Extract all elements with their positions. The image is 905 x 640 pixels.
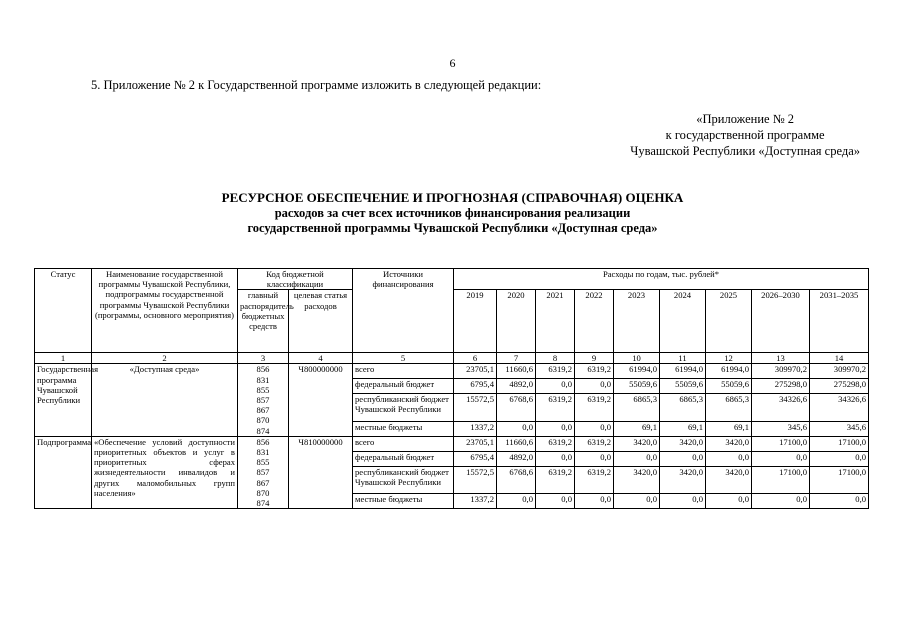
grbs-code: 867 xyxy=(256,405,270,416)
value-cell: 275298,0 xyxy=(810,379,869,394)
value-cell: 0,0 xyxy=(536,494,575,509)
value-cell: 3420,0 xyxy=(614,466,660,494)
title-line: государственной программы Чувашской Республики «Доступная среда» xyxy=(247,221,658,235)
value-cell: 6319,2 xyxy=(536,466,575,494)
header-target: целевая статья расходов xyxy=(289,290,353,353)
appendix-line: Чувашской Республики «Доступная среда» xyxy=(630,144,860,158)
name-cell: «Доступная среда» xyxy=(92,364,238,436)
value-cell: 0,0 xyxy=(660,451,706,466)
header-year: 2023 xyxy=(614,290,660,353)
value-cell: 4892,0 xyxy=(497,451,536,466)
source-cell: федеральный бюджет xyxy=(353,451,454,466)
value-cell: 55059,6 xyxy=(706,379,752,394)
value-cell: 4892,0 xyxy=(497,379,536,394)
source-cell: федеральный бюджет xyxy=(353,379,454,394)
source-cell: всего xyxy=(353,364,454,379)
column-number: 13 xyxy=(752,353,810,364)
column-number: 14 xyxy=(810,353,869,364)
resource-table xyxy=(34,268,869,509)
column-number: 3 xyxy=(238,353,289,364)
value-cell: 0,0 xyxy=(575,421,614,436)
column-number-row xyxy=(35,353,869,364)
value-cell: 69,1 xyxy=(706,421,752,436)
value-cell: 61994,0 xyxy=(614,364,660,379)
column-number: 1 xyxy=(35,353,92,364)
grbs-code: 870 xyxy=(256,415,270,426)
value-cell: 6865,3 xyxy=(660,394,706,422)
value-cell: 6319,2 xyxy=(536,364,575,379)
status-cell: Государственная программа Чувашской Республики xyxy=(35,364,92,436)
grbs-cell xyxy=(238,364,289,436)
value-cell: 6319,2 xyxy=(575,436,614,451)
value-cell: 0,0 xyxy=(660,494,706,509)
source-cell: местные бюджеты xyxy=(353,494,454,509)
value-cell: 6319,2 xyxy=(575,394,614,422)
header-year: 2024 xyxy=(660,290,706,353)
value-cell: 6865,3 xyxy=(614,394,660,422)
value-cell: 0,0 xyxy=(752,451,810,466)
document-title xyxy=(0,190,905,236)
value-cell: 1337,2 xyxy=(454,421,497,436)
header-year: 2031–2035 xyxy=(810,290,869,353)
value-cell: 69,1 xyxy=(660,421,706,436)
header-year: 2019 xyxy=(454,290,497,353)
value-cell: 17100,0 xyxy=(752,466,810,494)
value-cell: 15572,5 xyxy=(454,466,497,494)
grbs-code: 856 xyxy=(256,364,270,375)
value-cell: 0,0 xyxy=(706,494,752,509)
name-cell: «Обеспечение условий доступности приоритетных объектов и услуг в приоритетных сферах жизнедеятельности инвалидов и других маломобильных групп населения» xyxy=(92,436,238,508)
value-cell: 0,0 xyxy=(536,451,575,466)
header-year: 2025 xyxy=(706,290,752,353)
value-cell: 0,0 xyxy=(497,421,536,436)
value-cell: 0,0 xyxy=(536,421,575,436)
value-cell: 61994,0 xyxy=(706,364,752,379)
value-cell: 3420,0 xyxy=(660,436,706,451)
value-cell: 6319,2 xyxy=(536,394,575,422)
grbs-code: 857 xyxy=(256,395,270,406)
grbs-code: 874 xyxy=(256,425,270,436)
grbs-code: 867 xyxy=(256,477,270,488)
value-cell: 0,0 xyxy=(810,494,869,509)
grbs-code: 831 xyxy=(256,374,270,385)
source-cell: местные бюджеты xyxy=(353,421,454,436)
value-cell: 0,0 xyxy=(706,451,752,466)
grbs-code: 870 xyxy=(256,487,270,498)
value-cell: 275298,0 xyxy=(752,379,810,394)
value-cell: 0,0 xyxy=(575,494,614,509)
value-cell: 345,6 xyxy=(810,421,869,436)
value-cell: 61994,0 xyxy=(660,364,706,379)
header-expenses: Расходы по годам, тыс. рублей* xyxy=(454,269,869,290)
value-cell: 17100,0 xyxy=(752,436,810,451)
column-number: 2 xyxy=(92,353,238,364)
value-cell: 1337,2 xyxy=(454,494,497,509)
value-cell: 309970,2 xyxy=(810,364,869,379)
appendix-header xyxy=(630,111,860,159)
header-year: 2022 xyxy=(575,290,614,353)
value-cell: 15572,5 xyxy=(454,394,497,422)
grbs-cell xyxy=(238,436,289,508)
header-status: Статус xyxy=(35,269,92,353)
column-number: 12 xyxy=(706,353,752,364)
value-cell: 11660,6 xyxy=(497,436,536,451)
grbs-code: 874 xyxy=(256,498,270,509)
value-cell: 6319,2 xyxy=(536,436,575,451)
value-cell: 69,1 xyxy=(614,421,660,436)
header-year: 2021 xyxy=(536,290,575,353)
target-cell: Ч800000000 xyxy=(289,364,353,436)
value-cell: 0,0 xyxy=(614,494,660,509)
value-cell: 309970,2 xyxy=(752,364,810,379)
title-line: расходов за счет всех источников финансирования реализации xyxy=(274,206,631,220)
header-name: Наименование государственной программы Чувашской Республики, подпрограммы государственной программы Чувашской Республики (программы, основного мероприятия) xyxy=(92,269,238,353)
value-cell: 0,0 xyxy=(614,451,660,466)
value-cell: 17100,0 xyxy=(810,466,869,494)
value-cell: 6319,2 xyxy=(575,364,614,379)
value-cell: 0,0 xyxy=(575,379,614,394)
value-cell: 6865,3 xyxy=(706,394,752,422)
value-cell: 0,0 xyxy=(536,379,575,394)
grbs-code: 857 xyxy=(256,467,270,478)
value-cell: 6768,6 xyxy=(497,466,536,494)
header-grbs: главный распорядитель бюджетных средств xyxy=(238,290,289,353)
column-number: 4 xyxy=(289,353,353,364)
value-cell: 0,0 xyxy=(497,494,536,509)
table-row xyxy=(35,364,869,379)
grbs-code: 855 xyxy=(256,457,270,468)
value-cell: 6795,4 xyxy=(454,451,497,466)
title-main: РЕСУРСНОЕ ОБЕСПЕЧЕНИЕ И ПРОГНОЗНАЯ (СПРАВОЧНАЯ) ОЦЕНКА xyxy=(221,190,684,205)
source-cell: республиканский бюджет Чувашской Республики xyxy=(353,394,454,422)
grbs-code: 831 xyxy=(256,447,270,458)
status-cell: Подпрограмма xyxy=(35,436,92,508)
column-number: 5 xyxy=(353,353,454,364)
column-number: 7 xyxy=(497,353,536,364)
value-cell: 55059,6 xyxy=(614,379,660,394)
value-cell: 34326,6 xyxy=(752,394,810,422)
intro-paragraph: 5. Приложение № 2 к Государственной программе изложить в следующей редакции: xyxy=(91,78,542,92)
value-cell: 6768,6 xyxy=(497,394,536,422)
value-cell: 3420,0 xyxy=(614,436,660,451)
value-cell: 55059,6 xyxy=(660,379,706,394)
value-cell: 3420,0 xyxy=(660,466,706,494)
value-cell: 0,0 xyxy=(752,494,810,509)
table-row xyxy=(35,436,869,451)
value-cell: 345,6 xyxy=(752,421,810,436)
value-cell: 0,0 xyxy=(575,451,614,466)
value-cell: 23705,1 xyxy=(454,436,497,451)
page-number: 6 xyxy=(449,56,456,70)
value-cell: 6795,4 xyxy=(454,379,497,394)
value-cell: 11660,6 xyxy=(497,364,536,379)
column-number: 6 xyxy=(454,353,497,364)
appendix-line: к государственной программе xyxy=(665,128,825,142)
header-year: 2020 xyxy=(497,290,536,353)
header-sources: Источники финансирования xyxy=(353,269,454,353)
source-cell: всего xyxy=(353,436,454,451)
appendix-line: «Приложение № 2 xyxy=(696,112,795,126)
header-year: 2026–2030 xyxy=(752,290,810,353)
column-number: 11 xyxy=(660,353,706,364)
value-cell: 23705,1 xyxy=(454,364,497,379)
value-cell: 17100,0 xyxy=(810,436,869,451)
grbs-code: 855 xyxy=(256,384,270,395)
column-number: 10 xyxy=(614,353,660,364)
target-cell: Ч810000000 xyxy=(289,436,353,508)
header-code: Код бюджетной классификации xyxy=(238,269,353,290)
grbs-code: 856 xyxy=(256,436,270,447)
value-cell: 0,0 xyxy=(810,451,869,466)
value-cell: 34326,6 xyxy=(810,394,869,422)
column-number: 9 xyxy=(575,353,614,364)
value-cell: 3420,0 xyxy=(706,436,752,451)
column-number: 8 xyxy=(536,353,575,364)
value-cell: 3420,0 xyxy=(706,466,752,494)
header-row xyxy=(35,269,869,290)
source-cell: республиканский бюджет Чувашской Республики xyxy=(353,466,454,494)
value-cell: 6319,2 xyxy=(575,466,614,494)
